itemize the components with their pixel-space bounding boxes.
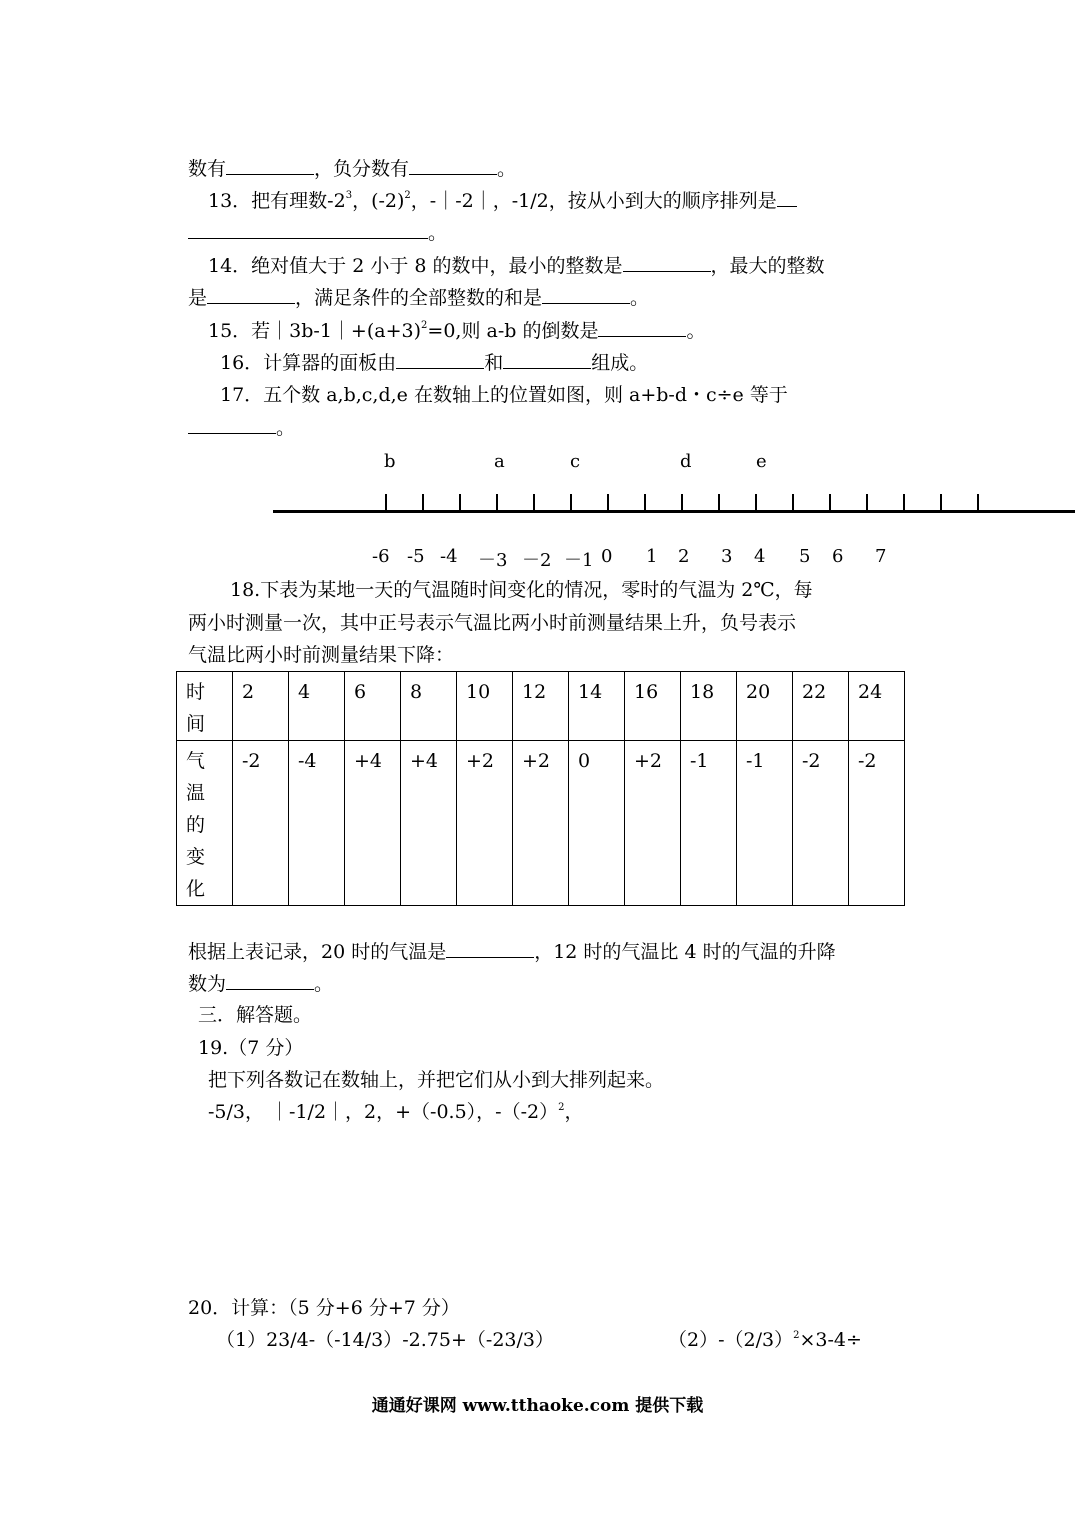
tq-text-b: ，12 时的气温比 4 时的气温的升降 bbox=[534, 941, 836, 963]
tick-label: -5 bbox=[407, 546, 425, 567]
tick-mark bbox=[570, 494, 572, 512]
table-cell-time: 12 bbox=[513, 672, 569, 741]
question-13 bbox=[208, 188, 797, 213]
table-cell-time: 2 bbox=[233, 672, 289, 741]
table-cell-time: 14 bbox=[569, 672, 625, 741]
q16-text-a: 16．计算器的面板由 bbox=[220, 352, 397, 374]
tick-mark bbox=[829, 494, 831, 512]
q13-text-c: ，-｜-2｜，-1/2，按从小到大的顺序排列是 bbox=[410, 190, 777, 212]
q16-text-c: 组成。 bbox=[591, 352, 649, 374]
table-cell-change: -2 bbox=[233, 741, 289, 906]
q13-exponent-2: 2 bbox=[404, 190, 411, 201]
answer-blank[interactable] bbox=[396, 350, 484, 369]
answer-blank[interactable] bbox=[446, 939, 534, 958]
table-cell-change: +4 bbox=[401, 741, 457, 906]
q18-text-c: 气温比两小时前测量结果下降： bbox=[188, 644, 455, 666]
q12-continuation bbox=[188, 156, 516, 181]
number-line-axis bbox=[273, 510, 1075, 513]
answer-blank[interactable] bbox=[226, 971, 314, 990]
table-question-line2 bbox=[188, 971, 333, 996]
question-20-part2 bbox=[668, 1328, 862, 1352]
table-cell-time: 22 bbox=[793, 672, 849, 741]
q17-text-a: 17．五个数 a,b,c,d,e 在数轴上的位置如图，则 a+b-d・c÷e 等于 bbox=[220, 384, 788, 406]
question-19-title: 19.（7 分） bbox=[198, 1037, 304, 1059]
question-15 bbox=[208, 318, 705, 343]
table-cell-time: 20 bbox=[737, 672, 793, 741]
header-char: 温 bbox=[186, 782, 206, 804]
q18-text-b: 两小时测量一次，其中正号表示气温比两小时前测量结果上升，负号表示 bbox=[188, 612, 797, 634]
answer-blank[interactable] bbox=[503, 350, 591, 369]
tick-label: 1 bbox=[646, 546, 658, 567]
tick-mark bbox=[977, 494, 979, 512]
q13-text-b: ，(-2) bbox=[352, 190, 405, 212]
tick-label: -4 bbox=[440, 546, 458, 567]
tick-mark bbox=[422, 494, 424, 512]
table-cell-time: 18 bbox=[681, 672, 737, 741]
table-header-change bbox=[177, 741, 233, 906]
question-20-part1: （1）23/4-（-14/3）-2.75+（-23/3） bbox=[216, 1329, 554, 1351]
tick-mark bbox=[385, 494, 387, 512]
tick-mark bbox=[496, 494, 498, 512]
tick-mark bbox=[755, 494, 757, 512]
question-18 bbox=[230, 578, 813, 602]
q19-exponent: 2 bbox=[558, 1102, 565, 1113]
point-label-c: c bbox=[570, 451, 581, 472]
header-char: 化 bbox=[186, 878, 206, 900]
tick-mark bbox=[681, 494, 683, 512]
question-16 bbox=[220, 350, 648, 375]
table-header-time bbox=[177, 672, 233, 741]
temperature-table bbox=[176, 671, 905, 906]
question-13-line2 bbox=[188, 220, 447, 245]
tick-label: －3 bbox=[478, 550, 508, 571]
table-cell-time: 16 bbox=[625, 672, 681, 741]
answer-blank[interactable] bbox=[409, 156, 497, 175]
question-17 bbox=[220, 383, 788, 407]
page-footer: 通通好课网 www.tthaoke.com 提供下载 bbox=[371, 1396, 704, 1416]
q14-text-a: 14．绝对值大于 2 小于 8 的数中，最小的整数是 bbox=[208, 255, 623, 277]
point-label-a: a bbox=[494, 451, 505, 472]
point-label-e: e bbox=[756, 451, 767, 472]
tick-mark bbox=[866, 494, 868, 512]
q20-p2-b: ×3-4÷ bbox=[799, 1329, 862, 1351]
tick-mark bbox=[903, 494, 905, 512]
table-cell-time: 10 bbox=[457, 672, 513, 741]
table-cell-time: 6 bbox=[345, 672, 401, 741]
q15-text-b: =0,则 a-b 的倒数是 bbox=[427, 320, 599, 342]
q12-text-c: 。 bbox=[497, 158, 517, 180]
answer-blank[interactable] bbox=[188, 415, 276, 434]
tick-mark bbox=[607, 494, 609, 512]
point-label-d: d bbox=[680, 451, 692, 472]
point-label-b: b bbox=[384, 451, 396, 472]
q12-text-b: ，负分数有 bbox=[314, 158, 410, 180]
section-heading: 三．解答题。 bbox=[198, 1004, 313, 1026]
tick-label: -6 bbox=[372, 546, 390, 567]
q16-text-b: 和 bbox=[484, 352, 504, 374]
table-cell-change: +2 bbox=[457, 741, 513, 906]
header-char: 的 bbox=[186, 814, 206, 836]
header-char: 气 bbox=[186, 750, 206, 772]
tick-label: 7 bbox=[875, 546, 887, 567]
tick-mark bbox=[792, 494, 794, 512]
tick-mark bbox=[644, 494, 646, 512]
q20-p2-exponent: 2 bbox=[793, 1330, 800, 1341]
table-row-time bbox=[177, 672, 905, 741]
question-19-numbers bbox=[208, 1100, 584, 1124]
q15-exponent: 2 bbox=[421, 320, 428, 331]
q15-text-a: 15．若｜3b-1｜+(a+3) bbox=[208, 320, 422, 342]
question-20-title: 20．计算：（5 分+6 分+7 分） bbox=[188, 1297, 460, 1319]
table-question bbox=[188, 939, 836, 964]
tq-text-a: 根据上表记录，20 时的气温是 bbox=[188, 941, 447, 963]
tick-mark bbox=[459, 494, 461, 512]
tick-label: 3 bbox=[721, 546, 733, 567]
answer-blank[interactable] bbox=[207, 285, 295, 304]
tick-label: －1 bbox=[564, 550, 594, 571]
header-char: 间 bbox=[186, 713, 206, 735]
answer-blank[interactable] bbox=[542, 285, 630, 304]
tick-label: 0 bbox=[601, 546, 613, 567]
answer-blank[interactable] bbox=[623, 253, 711, 272]
q17-text-b: 。 bbox=[276, 417, 296, 439]
question-14 bbox=[208, 253, 825, 278]
tick-label: 5 bbox=[799, 546, 811, 567]
q13-text-a: 13．把有理数-2 bbox=[208, 190, 346, 212]
question-18-line3 bbox=[188, 643, 454, 667]
tq-text-c: 数为 bbox=[188, 973, 227, 995]
tick-label: 4 bbox=[754, 546, 766, 567]
answer-blank[interactable] bbox=[226, 156, 314, 175]
tq-text-d: 。 bbox=[314, 973, 334, 995]
table-cell-change: +4 bbox=[345, 741, 401, 906]
header-char: 变 bbox=[186, 846, 206, 868]
answer-blank[interactable] bbox=[777, 188, 797, 207]
table-cell-change: +2 bbox=[513, 741, 569, 906]
table-cell-time: 4 bbox=[289, 672, 345, 741]
question-19-text: 把下列各数记在数轴上，并把它们从小到大排列起来。 bbox=[208, 1069, 665, 1091]
table-cell-change: 0 bbox=[569, 741, 625, 906]
table-cell-change: -2 bbox=[849, 741, 905, 906]
table-cell-change: -1 bbox=[681, 741, 737, 906]
answer-blank[interactable] bbox=[188, 220, 428, 239]
q20-p2-a: （2）-（2/3） bbox=[668, 1329, 794, 1351]
q12-text-a: 数有 bbox=[188, 158, 227, 180]
tick-mark bbox=[940, 494, 942, 512]
tick-label: －2 bbox=[522, 550, 552, 571]
q19-numbers-b: ， bbox=[564, 1101, 584, 1123]
table-cell-change: -1 bbox=[737, 741, 793, 906]
q15-text-c: 。 bbox=[686, 320, 706, 342]
table-row-change bbox=[177, 741, 905, 906]
question-14-line2 bbox=[188, 285, 649, 310]
table-cell-change: +2 bbox=[625, 741, 681, 906]
q14-text-d: ，满足条件的全部整数的和是 bbox=[295, 287, 543, 309]
table-cell-time: 24 bbox=[849, 672, 905, 741]
table-cell-change: -2 bbox=[793, 741, 849, 906]
tick-mark bbox=[718, 494, 720, 512]
tick-label: 6 bbox=[832, 546, 844, 567]
table-cell-time: 8 bbox=[401, 672, 457, 741]
q13-exponent: 3 bbox=[345, 190, 353, 201]
answer-blank[interactable] bbox=[598, 318, 686, 337]
q14-text-c: 是 bbox=[188, 287, 208, 309]
table-cell-change: -4 bbox=[289, 741, 345, 906]
question-17-line2 bbox=[188, 415, 295, 440]
q18-text-a: 18.下表为某地一天的气温随时间变化的情况，零时的气温为 2℃，每 bbox=[230, 579, 813, 601]
tick-mark bbox=[533, 494, 535, 512]
q14-text-e: 。 bbox=[630, 287, 650, 309]
q13-end: 。 bbox=[428, 222, 448, 244]
tick-label: 2 bbox=[678, 546, 690, 567]
header-char: 时 bbox=[186, 681, 206, 703]
question-18-line2 bbox=[188, 611, 796, 635]
q14-text-b: ，最大的整数 bbox=[710, 255, 825, 277]
q19-numbers-a: -5/3， ｜-1/2｜，2，+（-0.5），-（-2） bbox=[208, 1101, 559, 1123]
